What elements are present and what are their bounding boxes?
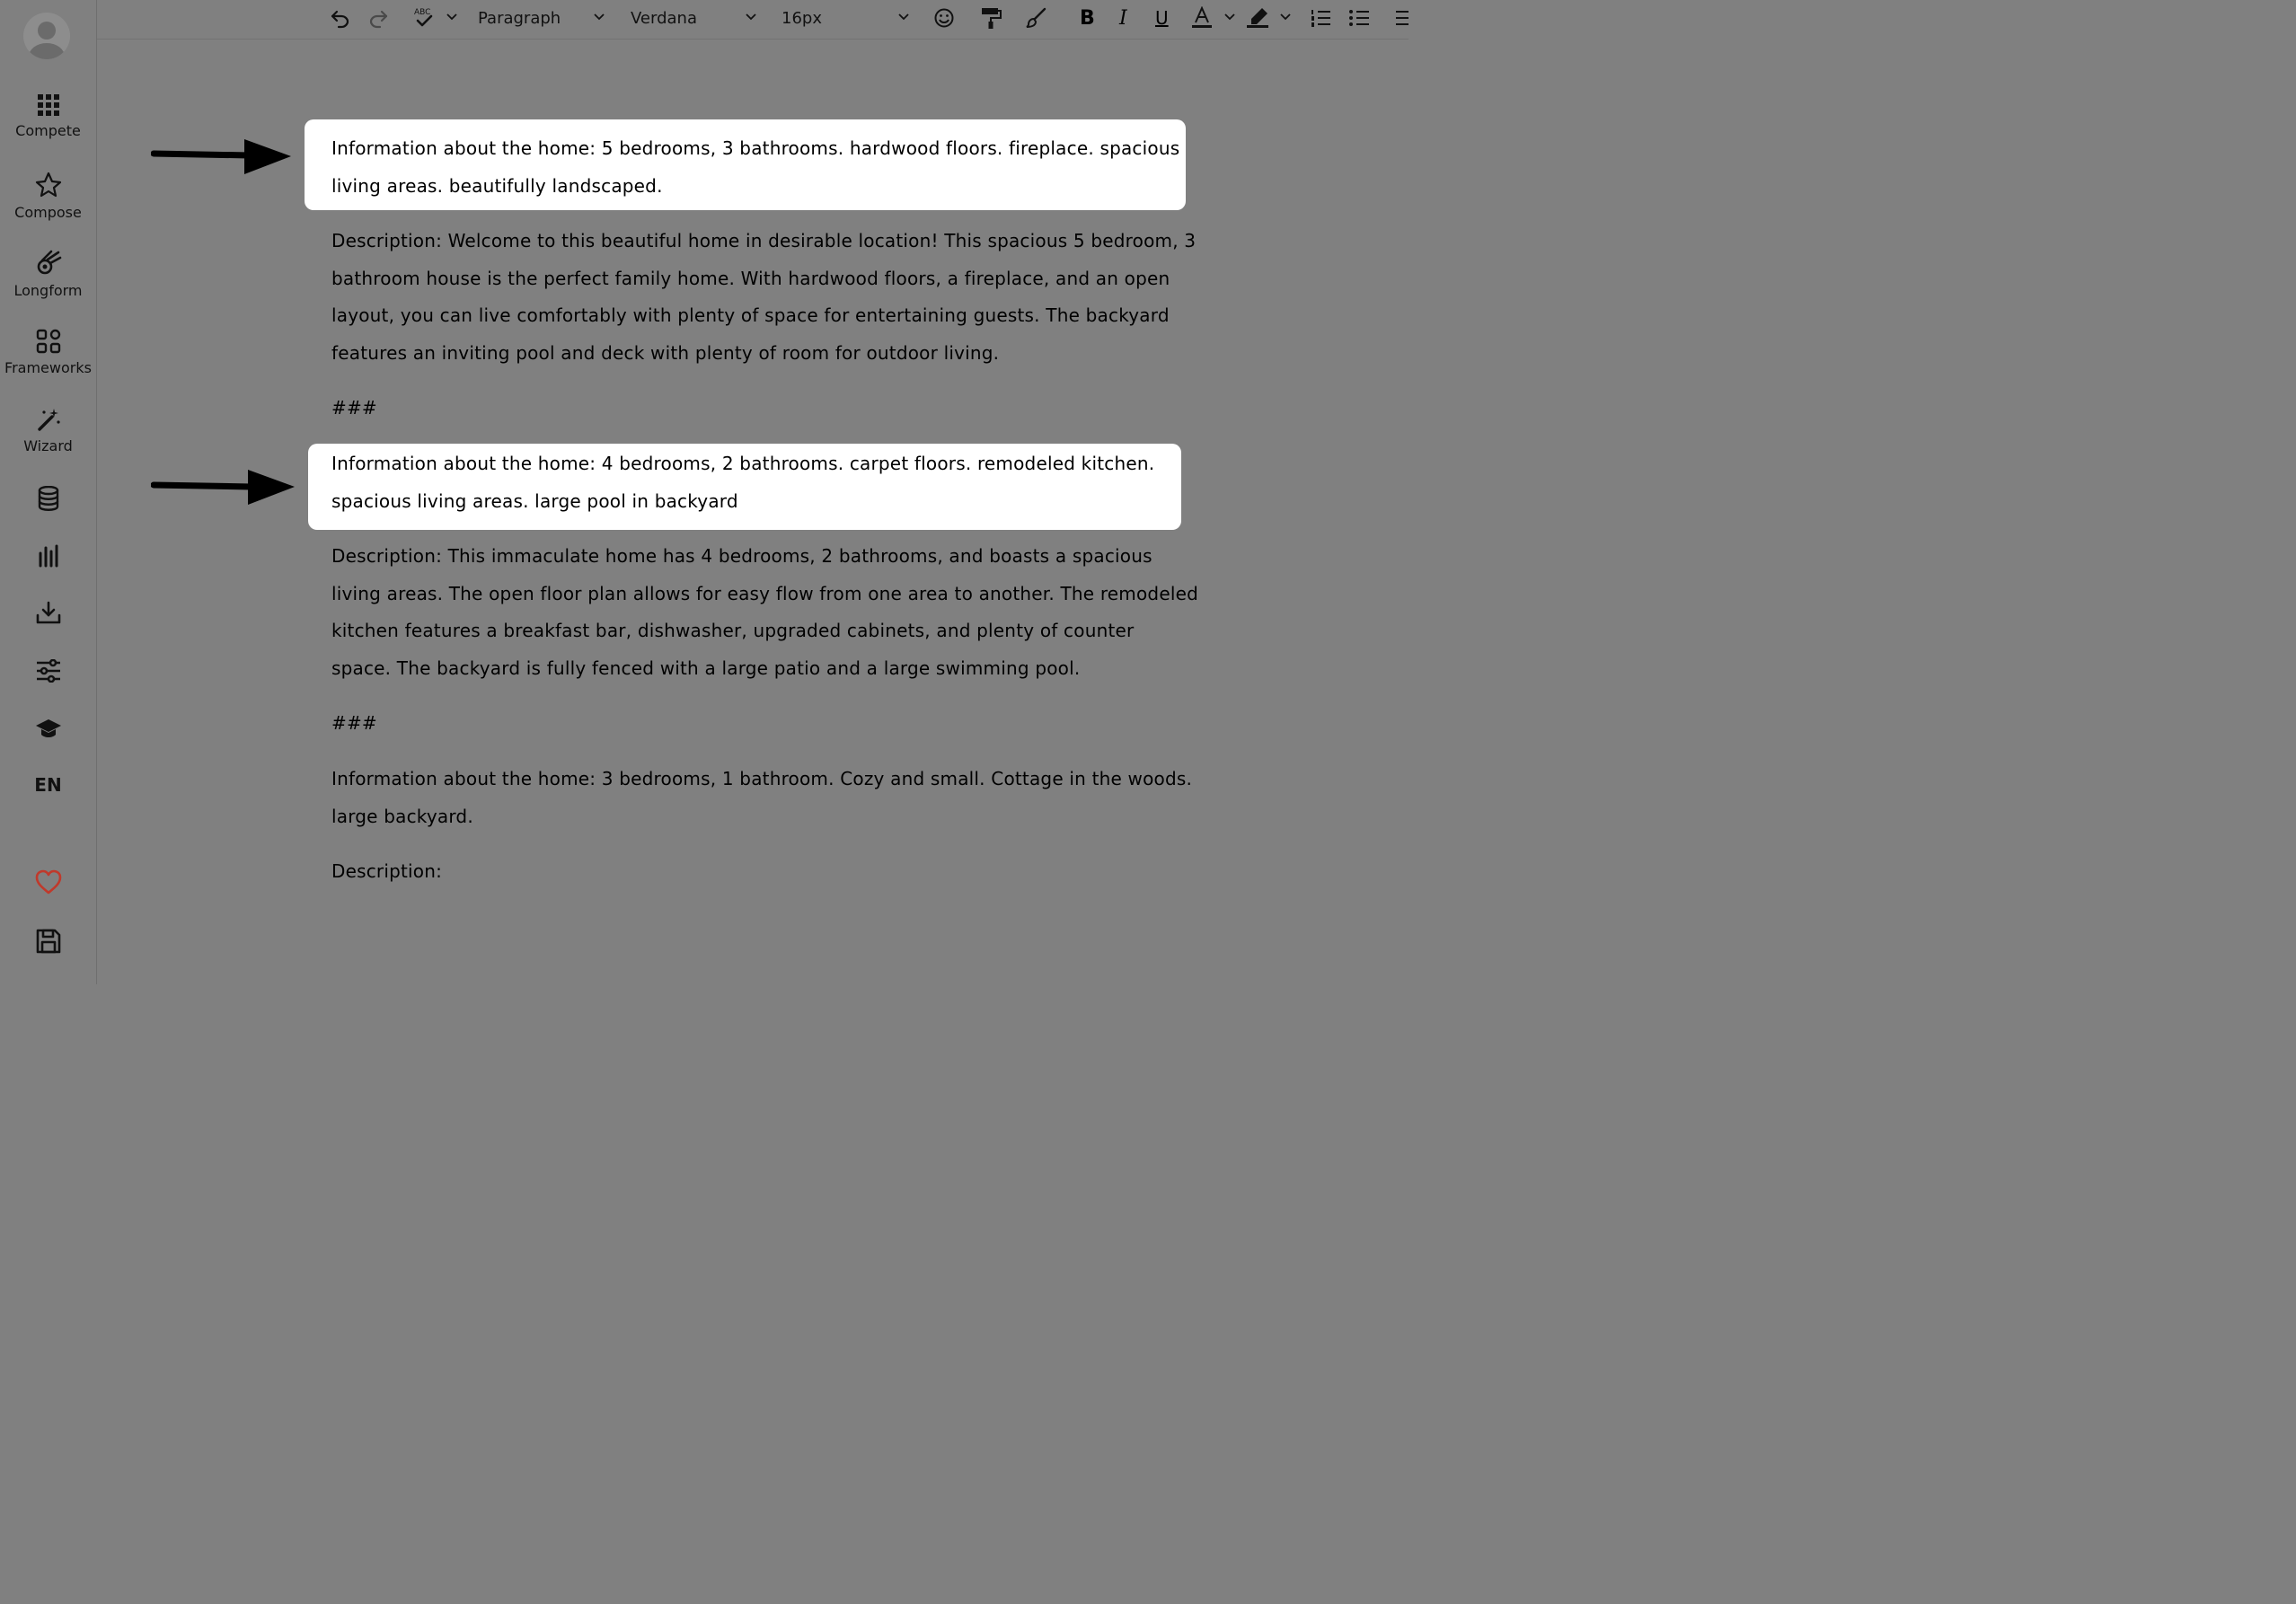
spellcheck-button[interactable] <box>413 0 435 36</box>
paragraph[interactable]: ### <box>331 397 377 419</box>
download-icon <box>36 601 61 624</box>
sidebar-item-compete[interactable] <box>0 93 96 139</box>
sidebar-item-wizard[interactable] <box>0 407 96 454</box>
graduation-cap-icon <box>35 718 62 739</box>
sidebar-item-label: Wizard <box>23 437 73 454</box>
emoji-button[interactable] <box>933 0 955 36</box>
apps-icon <box>36 329 61 354</box>
paint-roller-icon <box>980 6 1002 30</box>
chevron-down-icon[interactable] <box>446 11 458 23</box>
chevron-down-icon[interactable] <box>1279 11 1292 23</box>
format-painter-button[interactable] <box>980 0 1002 36</box>
star-icon <box>35 172 62 198</box>
sidebar-item-learn[interactable] <box>0 718 96 739</box>
sidebar-item-label: Frameworks <box>4 359 92 376</box>
sidebar-item-save[interactable] <box>0 929 96 954</box>
more-options-button[interactable] <box>1394 0 1409 36</box>
font-family-select[interactable]: Verdana <box>631 8 697 28</box>
underline-button[interactable] <box>1155 0 1169 36</box>
chevron-down-icon[interactable] <box>593 11 605 23</box>
sidebar-item-label: Compose <box>14 204 82 221</box>
arrow-annotation <box>151 467 298 508</box>
bold-button[interactable] <box>1080 0 1095 36</box>
grid-icon <box>37 93 60 117</box>
undo-button[interactable] <box>329 0 350 36</box>
underline-icon: U <box>1155 7 1169 29</box>
editor-toolbar <box>97 0 1409 40</box>
sidebar-item-label: Longform <box>13 282 83 299</box>
sidebar <box>0 0 97 984</box>
save-icon <box>36 929 61 954</box>
bold-icon: B <box>1080 6 1095 30</box>
highlighter-icon <box>1246 6 1269 30</box>
sidebar-item-analytics[interactable] <box>0 544 96 568</box>
paragraph[interactable]: Description: Welcome to this beautiful home in desirable location! This spacious 5 bedroom, 3 bathroom house is the perfect family home. With hardwood floors, a fireplace, and an open layout, you can live comfortably with plenty of space for entertaining guests. The backyard features an inviting pool and deck with plenty of room for outdoor living. <box>331 230 1197 364</box>
text-color-button[interactable] <box>1191 0 1213 36</box>
bullet-list-icon <box>1348 8 1370 28</box>
magic-wand-icon <box>36 407 61 432</box>
numbered-list-icon <box>1310 8 1331 28</box>
chevron-down-icon[interactable] <box>897 11 910 23</box>
paragraph[interactable]: ### <box>331 712 377 734</box>
brush-icon <box>1025 7 1046 29</box>
chevron-down-icon[interactable] <box>745 11 757 23</box>
undo-icon <box>329 7 350 29</box>
comet-icon <box>35 250 62 277</box>
user-avatar[interactable] <box>23 13 70 59</box>
font-size-select[interactable]: 16px <box>782 8 822 28</box>
paragraph[interactable]: Description: This immaculate home has 4 bedrooms, 2 bathrooms, and boasts a spacious living areas. The open floor plan allows for easy flow from one area to another. The remodeled kitchen features a breakfast bar, dishwasher, upgraded cabinets, and plenty of counter space. The backyard is fully fenced with a large patio and a large swimming pool. <box>331 545 1198 679</box>
sidebar-item-database[interactable] <box>0 486 96 511</box>
sidebar-item-compose[interactable] <box>0 172 96 221</box>
language-selector[interactable]: EN <box>34 774 62 796</box>
heart-icon <box>35 869 62 895</box>
spellcheck-label: ABC <box>414 8 431 17</box>
highlight-color-button[interactable] <box>1246 0 1269 36</box>
paragraph[interactable]: Description: <box>331 860 443 882</box>
bar-chart-icon <box>38 544 59 568</box>
italic-button[interactable] <box>1119 0 1127 36</box>
redo-icon <box>368 7 390 29</box>
arrow-annotation <box>151 137 295 178</box>
clear-formatting-button[interactable] <box>1025 0 1046 36</box>
paragraph[interactable]: Information about the home: 3 bedrooms, 1 bathroom. Cozy and small. Cottage in the woods. large backyard. <box>331 768 1193 827</box>
spellcheck-icon <box>413 6 435 30</box>
chevron-down-icon[interactable] <box>1223 11 1236 23</box>
bullet-list-button[interactable] <box>1348 0 1370 36</box>
database-icon <box>37 486 60 511</box>
italic-icon: I <box>1119 6 1127 30</box>
sidebar-item-frameworks[interactable] <box>0 329 96 376</box>
emoji-icon <box>933 7 955 29</box>
paragraph[interactable]: Information about the home: 5 bedrooms, 3 bathrooms. hardwood floors. fireplace. spacious living areas. beautifully landscaped. <box>331 137 1180 197</box>
text-color-icon <box>1191 6 1213 30</box>
sidebar-item-settings[interactable] <box>0 659 96 683</box>
block-format-select[interactable]: Paragraph <box>478 8 561 28</box>
paragraph[interactable]: Information about the home: 4 bedrooms, 2 bathrooms. carpet floors. remodeled kitchen. spacious living areas. large pool in backyard <box>331 453 1155 512</box>
sidebar-item-longform[interactable] <box>0 250 96 299</box>
align-icon <box>1394 8 1409 28</box>
sidebar-item-download[interactable] <box>0 601 96 624</box>
sliders-icon <box>35 659 62 683</box>
sidebar-item-label: Compete <box>15 122 81 139</box>
numbered-list-button[interactable] <box>1310 0 1331 36</box>
redo-button[interactable] <box>368 0 390 36</box>
sidebar-item-favorites[interactable] <box>0 869 96 895</box>
